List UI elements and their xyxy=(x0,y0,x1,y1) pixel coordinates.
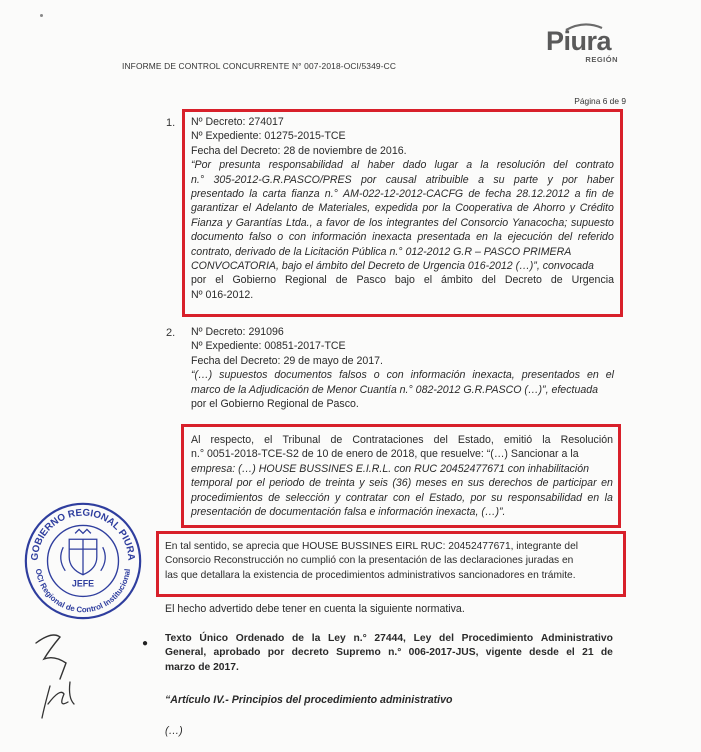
respecto-line: presentación de documentación falsa e información inexacta, (…)”. xyxy=(191,506,506,519)
respecto-line: Al respecto, el Tribunal de Contrataciones del Estado, emitió la Resolución xyxy=(191,434,613,446)
respecto-line: temporal por el periodo de treinta y seis (36) meses en sus derechos de participar en xyxy=(191,477,613,490)
item-2-number: 2. xyxy=(166,327,176,339)
page-number: Página 6 de 9 xyxy=(574,96,626,106)
respecto-block xyxy=(191,433,613,519)
sentido-line: En tal sentido, se aprecia que HOUSE BUSSINES EIRL RUC: 20452477671, integrante del xyxy=(165,541,579,552)
item-1-decreto: Nº Decreto: 274017 xyxy=(191,116,284,128)
item-1-text-line: n.° 305-2012-G.R.PASCO/PRES por causal atribuible a su parte y por haber xyxy=(191,173,614,186)
item-1-expediente: Nº Expediente: 01275-2015-TCE xyxy=(191,130,346,143)
item-1-text-line: Nº 016-2012. xyxy=(191,288,254,301)
item-1-fecha: Fecha del Decreto: 28 de noviembre de 2016. xyxy=(191,144,407,157)
item-1-text-line: Fianza y Garantías Ltda., a favor de los integrantes del Consorcio Yanacocha; supuesto xyxy=(191,216,614,229)
seal-center-text: JEFE xyxy=(71,578,95,589)
item-2-text-line: “(…) supuestos documentos falsos o con información inexacta, presentados en el xyxy=(191,369,614,382)
bullet-line: Texto Único Ordenado de la Ley n.° 27444, Ley del Procedimiento Administrativo xyxy=(165,633,613,644)
item-2-text-line: por el Gobierno Regional de Pasco. xyxy=(191,398,359,411)
sentido-line: las que detallara la existencia de procedimientos administrativos sancionadores en trámite. xyxy=(165,569,576,581)
bullet-line: General, aprobado por decreto Supremo n.° 006-2017-JUS, vigente desde el 21 de xyxy=(165,647,613,659)
item-1-text-line: contrato, derivado de la Licitación Pública n.° 012-2012 G.R – PASCO PRIMERA xyxy=(191,245,572,258)
respecto-line: procedimientos de selección y contratar con el Estado, por su responsabilidad en la xyxy=(191,491,613,504)
hecho-text: El hecho advertido debe tener en cuenta la siguiente normativa. xyxy=(165,603,465,615)
handwritten-mark-icon xyxy=(30,625,80,685)
logo-sub: REGIÓN xyxy=(585,55,618,64)
item-2-expediente: Nº Expediente: 00851-2017-TCE xyxy=(191,340,346,353)
seal-top-text: GOBIERNO REGIONAL PIURA xyxy=(29,507,137,562)
bullet-line: marzo de 2017. xyxy=(165,661,239,673)
ellipsis-text: (…) xyxy=(165,725,183,737)
item-1-text-line: por el Gobierno Regional de Pasco bajo el ámbito del Decreto de Urgencia xyxy=(191,274,614,287)
item-1-text-line: “Por presunta responsabilidad al haber dado lugar a la resolución del contrato xyxy=(191,159,614,172)
item-2-text-line: marco de la Adjudicación de Menor Cuantía n.° 082-2012 G.R.PASCO (…)”, efectuada xyxy=(191,383,599,396)
institutional-seal xyxy=(14,490,152,628)
articulo-heading: “Artículo IV.- Principios del procedimiento administrativo xyxy=(165,694,453,706)
respecto-line: empresa: (…) HOUSE BUSSINES E.I.R.L. con RUC 20452477671 con inhabilitación xyxy=(191,462,590,475)
item-1-text-line: presentado la carta fianza n.° AM-022-12-2012-CACFG de fecha 28.12.2012 a fin de xyxy=(191,188,614,201)
item-2-fecha: Fecha del Decreto: 29 de mayo de 2017. xyxy=(191,354,383,367)
sentido-line: Consorcio Reconstrucción no cumplió con la presentación de las declaraciones juradas en xyxy=(165,555,574,567)
handwritten-initials-icon xyxy=(34,678,94,722)
piura-region-logo xyxy=(546,28,620,64)
item-2-decreto: Nº Decreto: 291096 xyxy=(191,326,284,338)
coat-of-arms-icon xyxy=(61,529,105,574)
seal-bottom-text: OCI Regional de Control Institucional xyxy=(33,568,133,615)
item-1-block xyxy=(191,115,614,302)
bullet-icon: ● xyxy=(142,638,149,649)
item-1-text-line: garantizar el Adelanto de Materiales, expedida por la Cooperativa de Ahorro y Crédito xyxy=(191,202,614,215)
item-2-block xyxy=(191,325,614,411)
report-title: INFORME DE CONTROL CONCURRENTE N° 007-2018-OCI/5349-CC xyxy=(122,61,397,71)
sentido-block xyxy=(165,540,617,583)
logo-word: Piura xyxy=(546,26,612,56)
item-1-text-line: documento falso o con información inexacta presentada en la ejecución del referido xyxy=(191,231,614,244)
item-1-text-line: CONVOCATORIA, bajo el ámbito del Decreto de Urgencia 016-2012 (…)”, convocada xyxy=(191,260,594,273)
bullet-block xyxy=(165,632,613,675)
scan-speck xyxy=(40,14,43,17)
item-1-number: 1. xyxy=(166,117,176,129)
respecto-line: n.° 0051-2018-TCE-S2 de 10 de enero de 2018, que resuelve: “(…) Sancionar a la xyxy=(191,448,579,461)
